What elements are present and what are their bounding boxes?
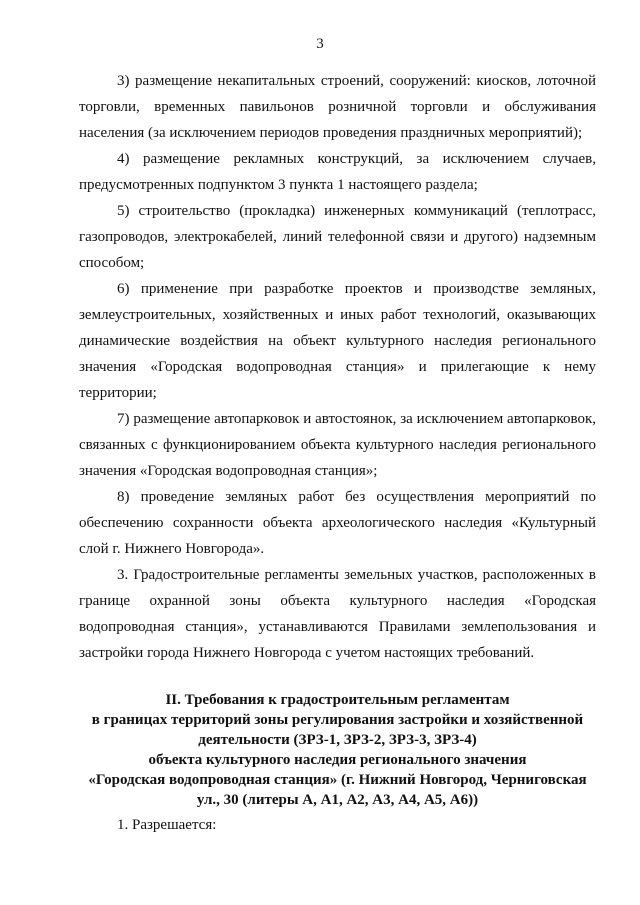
list-item-7: 7) размещение автопарковок и автостоянок, за исключением автопарковок, связанных с функционированием объекта культурного наследия регионального значения «Городская водопроводная станция»; xyxy=(79,411,596,479)
list-item-8: 8) проведение земляных работ без осуществления мероприятий по обеспечению сохранности объекта археологического наследия «Культурный слой г. Нижнего Новгорода». xyxy=(79,489,596,557)
section-heading-line: ул., 30 (литеры А, А1, А2, А3, А4, А5, А6)) xyxy=(196,792,479,808)
section-heading-line: II. Требования к градостроительным регламентам xyxy=(165,692,510,708)
section-heading-line: объекта культурного наследия регионального значения xyxy=(148,752,527,768)
section-heading-line: деятельности (ЗРЗ-1, ЗРЗ-2, ЗРЗ-3, ЗРЗ-4) xyxy=(198,732,477,748)
page-number: 3 xyxy=(316,36,324,52)
clause-1-paragraph: 1. Разрешается: xyxy=(117,817,217,833)
section-heading-line: в границах территорий зоны регулирования застройки и хозяйственной xyxy=(91,712,584,728)
list-item-5: 5) строительство (прокладка) инженерных коммуникаций (теплотрасс, газопроводов, электрокабелей, линий телефонной связи и другого) надземным способом; xyxy=(79,203,596,271)
clause-3-paragraph: 3. Градостроительные регламенты земельных участков, расположенных в границе охранной зоны объекта культурного наследия «Городская водопроводная станция», устанавливаются Правилами землепользования и застройки города Нижнего Новгорода с учетом настоящих требований. xyxy=(79,567,596,661)
list-item-4: 4) размещение рекламных конструкций, за исключением случаев, предусмотренных подпунктом 3 пункта 1 настоящего раздела; xyxy=(79,151,596,193)
section-heading-line: «Городская водопроводная станция» (г. Нижний Новгород, Черниговская xyxy=(88,772,587,788)
list-item-3: 3) размещение некапитальных строений, сооружений: киосков, лоточной торговли, временных павильонов розничной торговли и обслуживания населения (за исключением периодов проведения праздничных мероприятий); xyxy=(79,73,596,141)
list-item-6: 6) применение при разработке проектов и производстве земляных, землеустроительных, хозяйственных и иных работ технологий, оказывающих динамические воздействия на объект культурного наследия регионального значения «Городская водопроводная станция» и прилегающие к нему территории; xyxy=(79,281,596,401)
section-heading xyxy=(70,690,605,810)
